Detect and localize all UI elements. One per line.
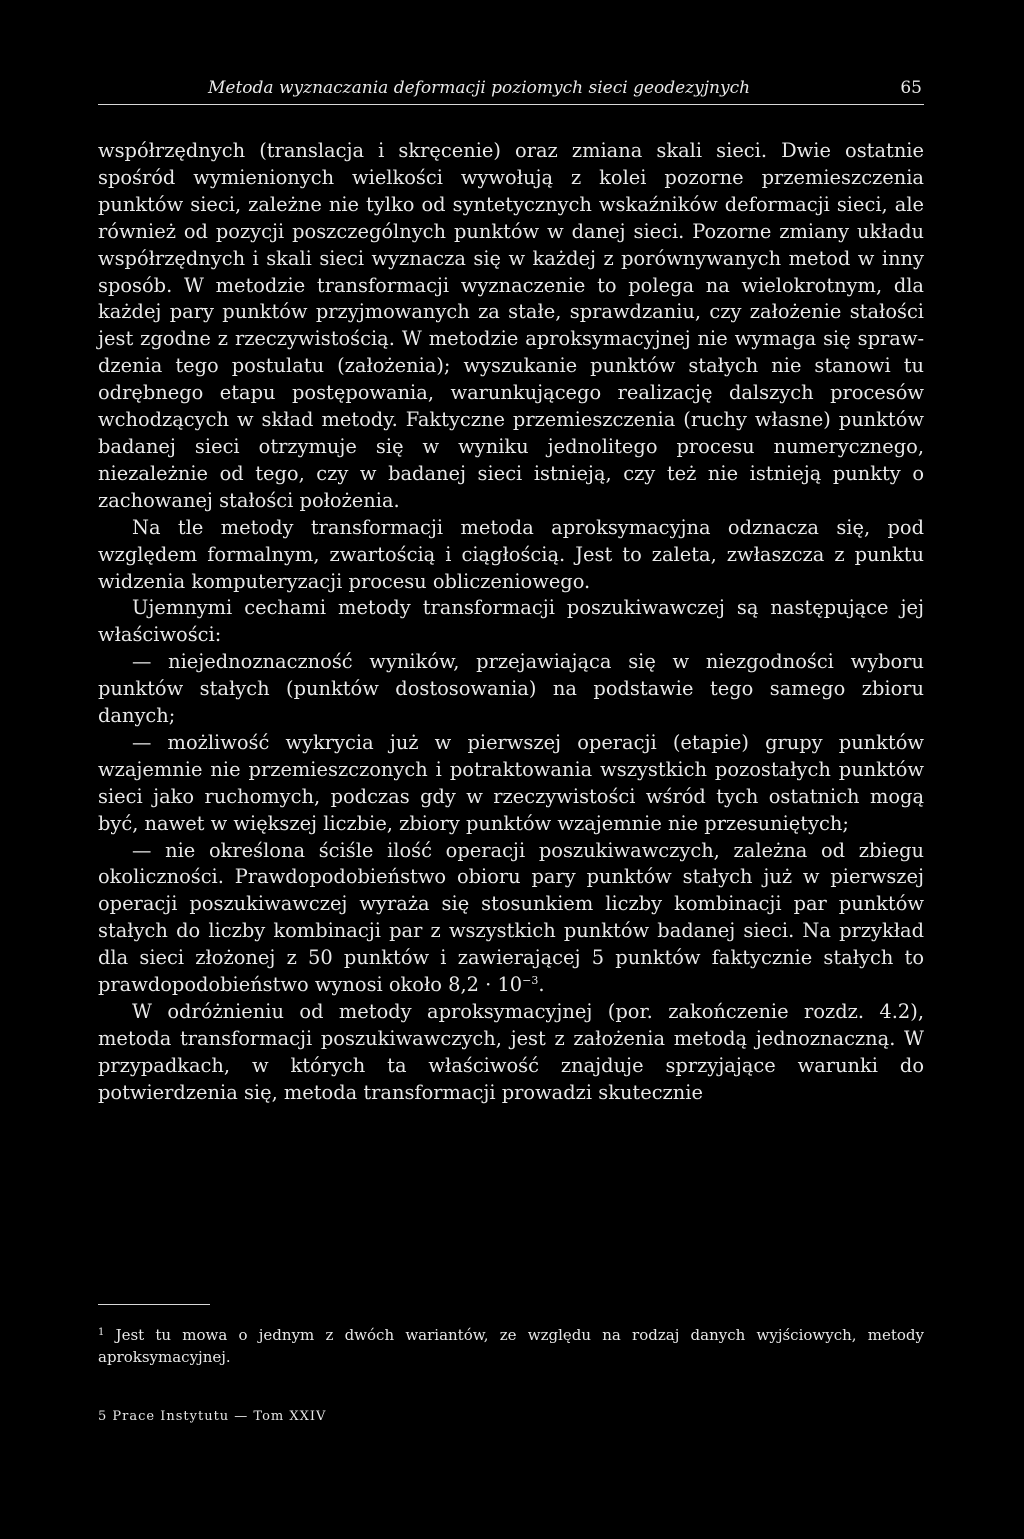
page-number: 65 bbox=[900, 78, 922, 98]
list-item bbox=[98, 838, 924, 999]
paragraph: W odróżnieniu od metody aproksymacyjnej (por. zakończenie rozdz. 4.2), metoda transformacji poszukiwawczych, jest z założenia metodą jednoznaczną. W przypadkach, w których ta właściwość znajduje sprzyjające warunki do potwierdzenia się, metoda transformacji prowadzi skutecznie bbox=[98, 1000, 924, 1104]
running-title: Metoda wyznaczania deformacji poziomych sieci geodezyjnych bbox=[208, 78, 751, 98]
paragraph: Ujemnymi cechami metody transformacji poszukiwawczej są następujące jej właściwości: bbox=[98, 596, 924, 647]
sentence-end: . bbox=[538, 973, 545, 997]
paragraph: Na tle metody transformacji metoda aproksymacyjna odznacza się, pod względem formalnym, zwartością i ciągłością. Jest to zaleta, zwłaszcza z punktu widzenia komputeryzacji procesu obliczeniowego. bbox=[98, 515, 924, 593]
list-item-text: — nie określona ściśle ilość operacji poszukiwawczych, zależna od zbiegu okoliczności. Prawdopodobieństwo obioru pary punktów stałych już w pierwszej operacji poszukiwawczej wyraża się stosunkiem liczby kombinacji par punktów stałych do liczby kombinacji par z wszystkich punktów badanej sieci. Na przykład dla sieci złożonej z 50 punktów i zawierającej 5 punktów faktycznie stałych to prawdopodobieństwo wynosi około 8,2 · 10 bbox=[98, 838, 924, 997]
running-header bbox=[98, 78, 928, 104]
list-item: — niejednoznaczność wyników, przejawiająca się w niezgodności wyboru punktów stałych (punktów dostosowania) na podstawie tego samego zbioru danych; bbox=[98, 650, 924, 728]
printer-signature: 5 Prace Instytutu — Tom XXIV bbox=[98, 1409, 327, 1424]
body-text bbox=[98, 138, 924, 1107]
exponent: −3 bbox=[522, 974, 539, 988]
footnote-mark: 1 bbox=[98, 1327, 105, 1338]
footnote-text: Jest tu mowa o jednym z dwóch wariantów, ze względu na rodzaj danych wyjściowych, metody aproksymacyjnej. bbox=[98, 1326, 924, 1366]
footnote-rule bbox=[98, 1304, 210, 1305]
list-item: — możliwość wykrycia już w pierwszej operacji (etapie) grupy punktów wzajemnie nie przemieszczonych i potraktowania wszystkich pozostałych punktów sieci jako ruchomych, podczas gdy w rzeczywistości wśród tych ostatnich mogą być, nawet w większej liczbie, zbiory punktów wzajemnie nie przesuniętych; bbox=[98, 730, 924, 835]
header-rule bbox=[98, 104, 924, 105]
paragraph: współrzędnych (translacja i skręcenie) oraz zmiana skali sieci. Dwie ostatnie spośród wymienionych wielkości wywołują z kolei pozorne przemieszczenia punktów sieci, zależne nie tylko od syntetycznych wskaźników deformacji sieci, ale również od pozycji poszczególnych punktów w danej sieci. Pozorne zmiany układu współrzędnych i skali sieci wyznacza się w każdej z porównywanych metod w inny sposób. W metodzie transformacji wyznaczenie to polega na wielokrotnym, dla każdej pary punktów przyjmowanych za stałe, sprawdzaniu, czy założenie stałości jest zgodne z rzeczywistością. W metodzie aproksymacyjnej nie wymaga się sprawdzenia tego postulatu (założenia); wyszukanie punktów stałych nie stanowi tu odrębnego etapu postępowania, warunkującego realizację dalszych procesów wchodzących w skład metody. Faktyczne przemieszczenia (ruchy własne) punktów badanej sieci otrzymuje się w wyniku jednolitego procesu numerycznego, niezależnie od tego, czy w badanej sieci istnieją, czy też nie istnieją punkty o zachowanej stałości położenia. bbox=[98, 139, 924, 512]
footnote bbox=[98, 1324, 924, 1368]
